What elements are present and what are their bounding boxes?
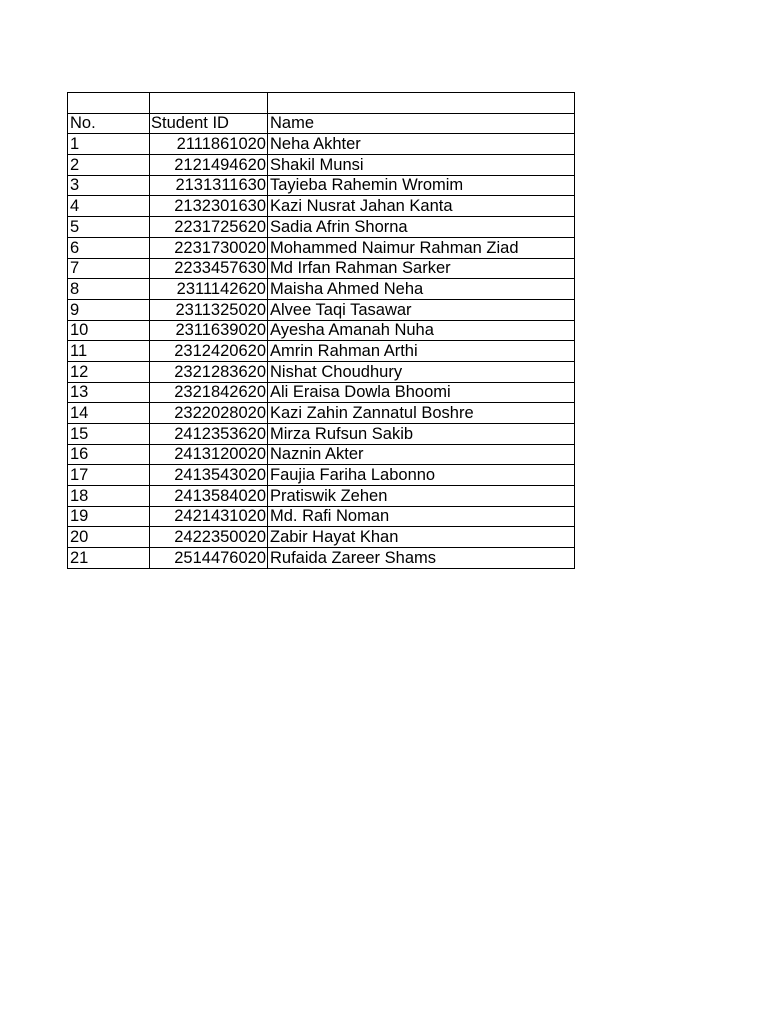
header-name: Name [268,113,575,134]
table-row [68,155,575,176]
row-number-cell: 1 [68,134,150,155]
student-name-cell: Tayieba Rahemin Wromim [268,175,575,196]
table-row [68,506,575,527]
row-number-cell: 13 [68,382,150,403]
header-row [68,113,575,134]
student-id-cell: 2231725620 [150,217,268,238]
student-name-cell: Sadia Afrin Shorna [268,217,575,238]
student-id-cell: 2413120020 [150,444,268,465]
table-row [68,258,575,279]
student-name-cell: Rufaida Zareer Shams [268,548,575,569]
student-name-cell: Kazi Nusrat Jahan Kanta [268,196,575,217]
header-no: No. [68,113,150,134]
student-name-cell: Ayesha Amanah Nuha [268,320,575,341]
row-number-cell: 5 [68,217,150,238]
header-student-id: Student ID [150,113,268,134]
student-id-cell: 2121494620 [150,155,268,176]
table-row [68,527,575,548]
table-row [68,382,575,403]
table-row [68,361,575,382]
student-id-cell: 2412353620 [150,424,268,445]
student-id-cell: 2312420620 [150,341,268,362]
table-row [68,444,575,465]
student-id-cell: 2422350020 [150,527,268,548]
student-name-cell: Alvee Taqi Tasawar [268,299,575,320]
row-number-cell: 17 [68,465,150,486]
empty-cell [150,93,268,114]
student-name-cell: Amrin Rahman Arthi [268,341,575,362]
student-name-cell: Faujia Fariha Labonno [268,465,575,486]
empty-row [68,93,575,114]
student-name-cell: Mirza Rufsun Sakib [268,424,575,445]
row-number-cell: 4 [68,196,150,217]
student-id-cell: 2322028020 [150,403,268,424]
table-row [68,465,575,486]
student-name-cell: Mohammed Naimur Rahman Ziad [268,237,575,258]
student-name-cell: Kazi Zahin Zannatul Boshre [268,403,575,424]
student-id-cell: 2413543020 [150,465,268,486]
student-id-cell: 2514476020 [150,548,268,569]
student-id-cell: 2233457630 [150,258,268,279]
student-id-cell: 2111861020 [150,134,268,155]
row-number-cell: 14 [68,403,150,424]
table-row [68,279,575,300]
row-number-cell: 20 [68,527,150,548]
table-row [68,299,575,320]
row-number-cell: 6 [68,237,150,258]
student-id-cell: 2231730020 [150,237,268,258]
student-name-cell: Nishat Choudhury [268,361,575,382]
student-id-cell: 2311639020 [150,320,268,341]
table-row [68,217,575,238]
table-row [68,486,575,507]
student-table [67,92,575,569]
table-row [68,134,575,155]
student-name-cell: Naznin Akter [268,444,575,465]
student-id-cell: 2311325020 [150,299,268,320]
table-row [68,196,575,217]
table-row [68,237,575,258]
row-number-cell: 8 [68,279,150,300]
student-id-cell: 2413584020 [150,486,268,507]
row-number-cell: 21 [68,548,150,569]
row-number-cell: 15 [68,424,150,445]
row-number-cell: 19 [68,506,150,527]
table-row [68,341,575,362]
row-number-cell: 16 [68,444,150,465]
student-id-cell: 2421431020 [150,506,268,527]
empty-cell [268,93,575,114]
student-name-cell: Zabir Hayat Khan [268,527,575,548]
student-id-cell: 2132301630 [150,196,268,217]
student-name-cell: Pratiswik Zehen [268,486,575,507]
student-id-cell: 2321283620 [150,361,268,382]
student-name-cell: Md Irfan Rahman Sarker [268,258,575,279]
student-id-cell: 2321842620 [150,382,268,403]
student-id-cell: 2131311630 [150,175,268,196]
student-name-cell: Md. Rafi Noman [268,506,575,527]
table-body [68,93,575,569]
table-row [68,320,575,341]
row-number-cell: 9 [68,299,150,320]
student-name-cell: Shakil Munsi [268,155,575,176]
student-id-cell: 2311142620 [150,279,268,300]
row-number-cell: 12 [68,361,150,382]
row-number-cell: 7 [68,258,150,279]
row-number-cell: 18 [68,486,150,507]
table-row [68,175,575,196]
row-number-cell: 11 [68,341,150,362]
student-name-cell: Maisha Ahmed Neha [268,279,575,300]
student-name-cell: Ali Eraisa Dowla Bhoomi [268,382,575,403]
row-number-cell: 2 [68,155,150,176]
row-number-cell: 3 [68,175,150,196]
table-row [68,403,575,424]
table-row [68,424,575,445]
empty-cell [68,93,150,114]
student-name-cell: Neha Akhter [268,134,575,155]
table-row [68,548,575,569]
row-number-cell: 10 [68,320,150,341]
